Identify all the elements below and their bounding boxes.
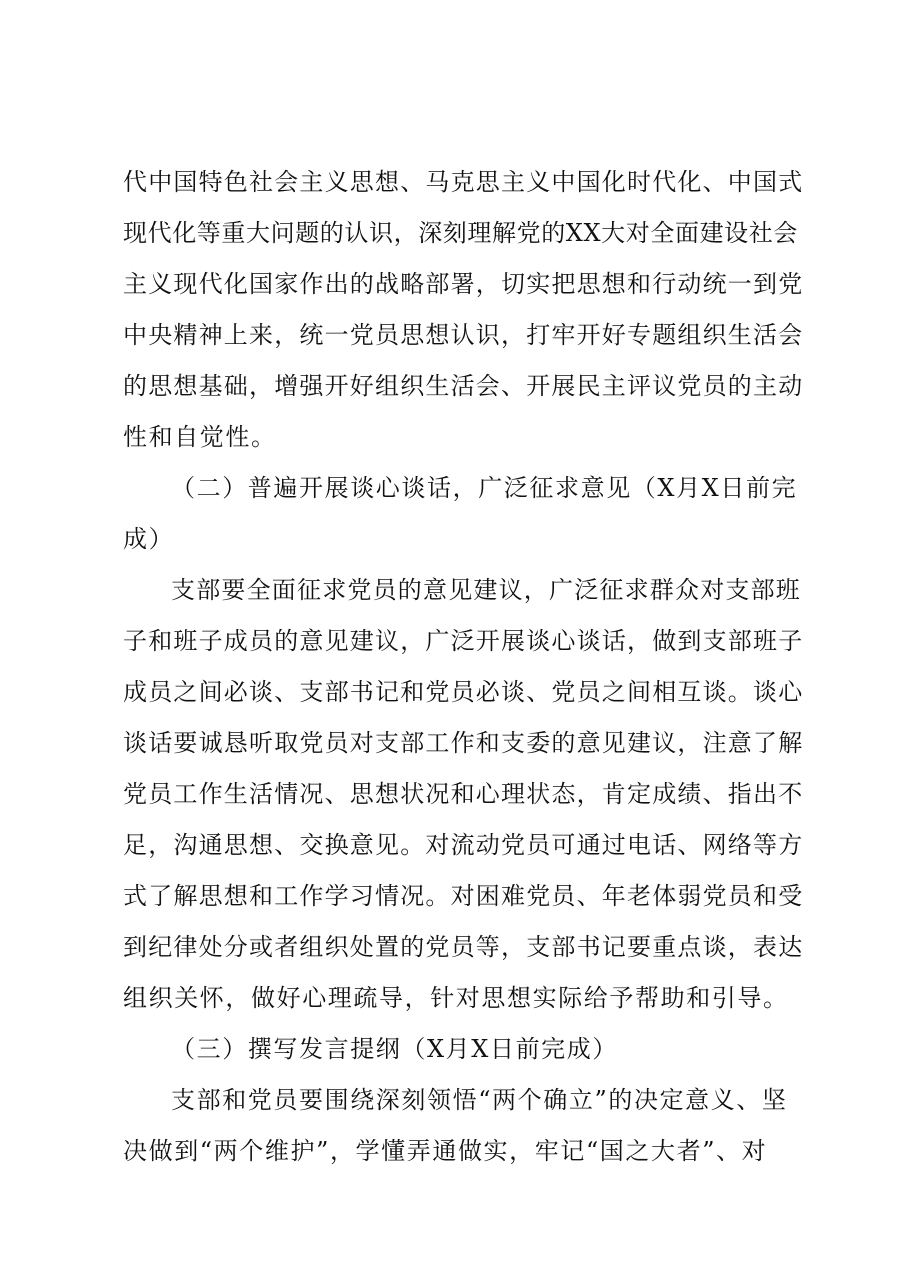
text-line-15: 式了解思想和工作学习情况。对困难党员、年老体弱党员和受 (123, 882, 804, 910)
text-line-17: 组织关怀，做好心理疏导，针对思想实际给予帮助和引导。 (123, 984, 789, 1012)
text-line-5: 的思想基础，增强开好组织生活会、开展民主评议党员的主动 (123, 372, 804, 400)
text-line-1: 代中国特色社会主义思想、马克思主义中国化时代化、中国式 (123, 168, 804, 196)
section-heading-3: （三）撰写发言提纲（X月X日前完成） (171, 1035, 618, 1063)
paragraph-start: 支部要全面征求党员的意见建议，广泛征求群众对支部班 (171, 576, 801, 604)
text-line-11: 成员之间必谈、支部书记和党员必谈、党员之间相互谈。谈心 (123, 678, 804, 706)
text-line-2: 现代化等重大问题的认识，深刻理解党的XX大对全面建设社会 (123, 219, 798, 247)
text-line-14: 足，沟通思想、交换意见。对流动党员可通过电话、网络等方 (123, 831, 804, 859)
text-line-20: 决做到“两个维护”，学懂弄通做实，牢记“国之大者”、对 (123, 1137, 768, 1165)
text-line-13: 党员工作生活情况、思想状况和心理状态，肯定成绩、指出不 (123, 780, 804, 808)
text-line-12: 谈话要诚恳听取党员对支部工作和支委的意见建议，注意了解 (123, 729, 804, 757)
text-line-6: 性和自觉性。 (123, 423, 277, 451)
section-heading-2-continued: 成） (123, 525, 175, 553)
paragraph-start-2: 支部和党员要围绕深刻领悟“两个确立”的决定意义、坚 (171, 1086, 788, 1114)
text-line-16: 到纪律处分或者组织处置的党员等，支部书记要重点谈，表达 (123, 933, 804, 961)
text-line-4: 中央精神上来，统一党员思想认识，打牢开好专题组织生活会 (123, 321, 804, 349)
section-heading-2: （二）普遍开展谈心谈话，广泛征求意见（X月X日前完 (171, 474, 798, 502)
text-line-10: 子和班子成员的意见建议，广泛开展谈心谈话，做到支部班子 (123, 627, 804, 655)
body-text (123, 157, 803, 1177)
text-line-3: 主义现代化国家作出的战略部署，切实把思想和行动统一到党 (123, 270, 804, 298)
